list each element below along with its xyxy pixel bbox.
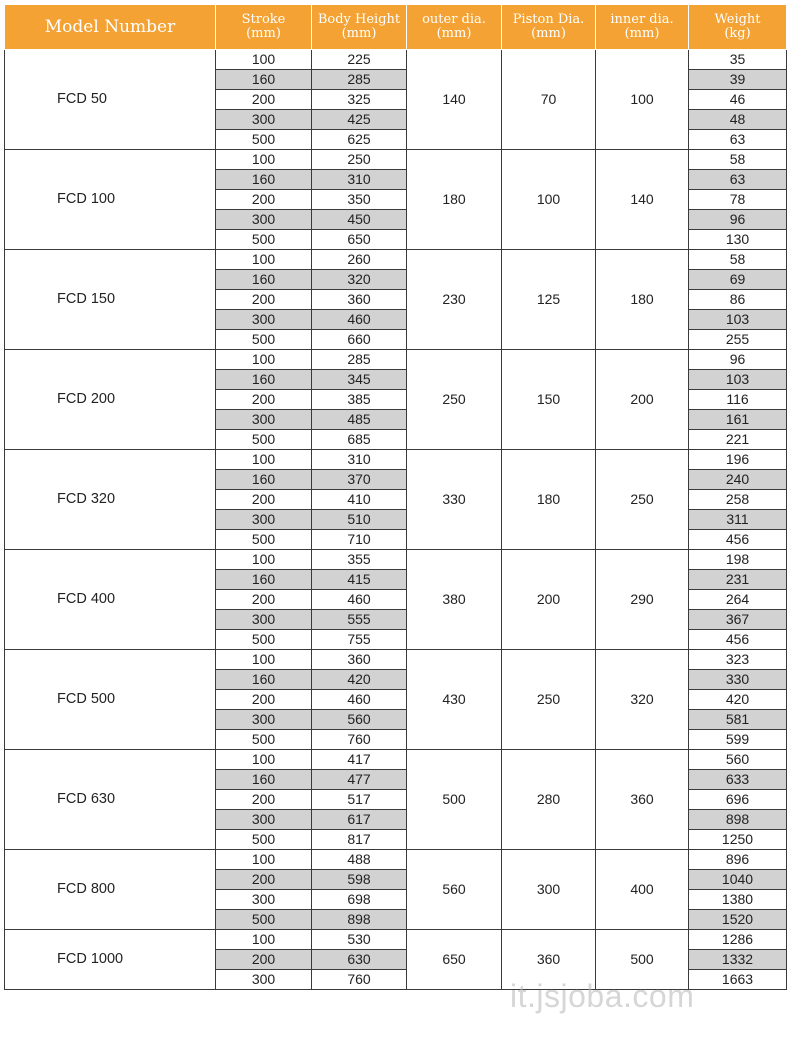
stroke-cell: 500 xyxy=(216,230,312,250)
body-height-cell: 425 xyxy=(312,110,407,130)
model-number-cell: FCD 100 xyxy=(5,150,216,250)
weight-cell: 161 xyxy=(689,410,787,430)
stroke-cell: 160 xyxy=(216,470,312,490)
weight-cell: 86 xyxy=(689,290,787,310)
weight-cell: 63 xyxy=(689,130,787,150)
model-number-cell: FCD 1000 xyxy=(5,930,216,990)
inner-dia-cell: 140 xyxy=(596,150,689,250)
header-model: Model Number xyxy=(5,5,216,50)
stroke-cell: 500 xyxy=(216,830,312,850)
weight-cell: 48 xyxy=(689,110,787,130)
model-number-cell: FCD 630 xyxy=(5,750,216,850)
table-row xyxy=(5,50,787,70)
weight-cell: 116 xyxy=(689,390,787,410)
outer-dia-cell: 140 xyxy=(407,50,502,150)
stroke-cell: 300 xyxy=(216,710,312,730)
body-height-cell: 517 xyxy=(312,790,407,810)
body-height-cell: 370 xyxy=(312,470,407,490)
body-height-cell: 285 xyxy=(312,350,407,370)
inner-dia-cell: 250 xyxy=(596,450,689,550)
body-height-cell: 320 xyxy=(312,270,407,290)
outer-dia-cell: 180 xyxy=(407,150,502,250)
inner-dia-cell: 100 xyxy=(596,50,689,150)
weight-cell: 1040 xyxy=(689,870,787,890)
stroke-cell: 200 xyxy=(216,690,312,710)
body-height-cell: 625 xyxy=(312,130,407,150)
body-height-cell: 460 xyxy=(312,690,407,710)
piston-dia-cell: 180 xyxy=(502,450,596,550)
piston-dia-cell: 125 xyxy=(502,250,596,350)
stroke-cell: 500 xyxy=(216,910,312,930)
table-row xyxy=(5,450,787,470)
header-inner-dia xyxy=(596,5,689,50)
weight-cell: 196 xyxy=(689,450,787,470)
weight-cell: 46 xyxy=(689,90,787,110)
body-height-cell: 650 xyxy=(312,230,407,250)
stroke-cell: 100 xyxy=(216,650,312,670)
weight-cell: 221 xyxy=(689,430,787,450)
outer-dia-cell: 560 xyxy=(407,850,502,930)
piston-dia-cell: 70 xyxy=(502,50,596,150)
weight-cell: 198 xyxy=(689,550,787,570)
stroke-cell: 300 xyxy=(216,110,312,130)
weight-cell: 1380 xyxy=(689,890,787,910)
inner-dia-cell: 500 xyxy=(596,930,689,990)
header-piston-dia-unit: (mm) xyxy=(531,26,566,41)
header-outer-dia-unit: (mm) xyxy=(436,26,472,41)
weight-cell: 896 xyxy=(689,850,787,870)
body-height-cell: 817 xyxy=(312,830,407,850)
header-stroke xyxy=(216,5,312,50)
body-height-cell: 410 xyxy=(312,490,407,510)
weight-cell: 1520 xyxy=(689,910,787,930)
inner-dia-cell: 360 xyxy=(596,750,689,850)
body-height-cell: 530 xyxy=(312,930,407,950)
header-outer-dia xyxy=(407,5,502,50)
table-row xyxy=(5,650,787,670)
piston-dia-cell: 360 xyxy=(502,930,596,990)
model-number-cell: FCD 800 xyxy=(5,850,216,930)
stroke-cell: 200 xyxy=(216,390,312,410)
stroke-cell: 100 xyxy=(216,250,312,270)
stroke-cell: 300 xyxy=(216,970,312,990)
weight-cell: 367 xyxy=(689,610,787,630)
weight-cell: 696 xyxy=(689,790,787,810)
body-height-cell: 225 xyxy=(312,50,407,70)
weight-cell: 39 xyxy=(689,70,787,90)
outer-dia-cell: 430 xyxy=(407,650,502,750)
outer-dia-cell: 380 xyxy=(407,550,502,650)
weight-cell: 323 xyxy=(689,650,787,670)
weight-cell: 1663 xyxy=(689,970,787,990)
body-height-cell: 617 xyxy=(312,810,407,830)
model-number-cell: FCD 400 xyxy=(5,550,216,650)
model-number-cell: FCD 150 xyxy=(5,250,216,350)
piston-dia-cell: 200 xyxy=(502,550,596,650)
weight-cell: 96 xyxy=(689,210,787,230)
weight-cell: 330 xyxy=(689,670,787,690)
outer-dia-cell: 250 xyxy=(407,350,502,450)
outer-dia-cell: 330 xyxy=(407,450,502,550)
outer-dia-cell: 650 xyxy=(407,930,502,990)
inner-dia-cell: 180 xyxy=(596,250,689,350)
stroke-cell: 300 xyxy=(216,410,312,430)
body-height-cell: 250 xyxy=(312,150,407,170)
stroke-cell: 100 xyxy=(216,350,312,370)
stroke-cell: 500 xyxy=(216,430,312,450)
inner-dia-cell: 200 xyxy=(596,350,689,450)
inner-dia-cell: 320 xyxy=(596,650,689,750)
body-height-cell: 260 xyxy=(312,250,407,270)
weight-cell: 560 xyxy=(689,750,787,770)
model-number-cell: FCD 50 xyxy=(5,50,216,150)
inner-dia-cell: 290 xyxy=(596,550,689,650)
body-height-cell: 760 xyxy=(312,970,407,990)
table-row xyxy=(5,250,787,270)
weight-cell: 35 xyxy=(689,50,787,70)
stroke-cell: 300 xyxy=(216,310,312,330)
weight-cell: 130 xyxy=(689,230,787,250)
stroke-cell: 200 xyxy=(216,950,312,970)
header-inner-dia-label: inner dia. xyxy=(610,12,674,27)
stroke-cell: 160 xyxy=(216,370,312,390)
header-outer-dia-label: outer dia. xyxy=(422,12,486,27)
table-row xyxy=(5,550,787,570)
body-height-cell: 477 xyxy=(312,770,407,790)
body-height-cell: 325 xyxy=(312,90,407,110)
body-height-cell: 488 xyxy=(312,850,407,870)
table-row xyxy=(5,850,787,870)
header-weight xyxy=(689,5,787,50)
body-height-cell: 360 xyxy=(312,650,407,670)
body-height-cell: 345 xyxy=(312,370,407,390)
body-height-cell: 360 xyxy=(312,290,407,310)
spec-body xyxy=(5,50,787,990)
stroke-cell: 500 xyxy=(216,730,312,750)
stroke-cell: 100 xyxy=(216,50,312,70)
body-height-cell: 310 xyxy=(312,170,407,190)
piston-dia-cell: 300 xyxy=(502,850,596,930)
body-height-cell: 460 xyxy=(312,310,407,330)
outer-dia-cell: 230 xyxy=(407,250,502,350)
weight-cell: 255 xyxy=(689,330,787,350)
body-height-cell: 685 xyxy=(312,430,407,450)
piston-dia-cell: 150 xyxy=(502,350,596,450)
stroke-cell: 200 xyxy=(216,790,312,810)
stroke-cell: 200 xyxy=(216,90,312,110)
stroke-cell: 160 xyxy=(216,770,312,790)
stroke-cell: 300 xyxy=(216,890,312,910)
stroke-cell: 100 xyxy=(216,750,312,770)
body-height-cell: 485 xyxy=(312,410,407,430)
body-height-cell: 555 xyxy=(312,610,407,630)
weight-cell: 581 xyxy=(689,710,787,730)
stroke-cell: 200 xyxy=(216,490,312,510)
piston-dia-cell: 100 xyxy=(502,150,596,250)
body-height-cell: 510 xyxy=(312,510,407,530)
header-body-height xyxy=(312,5,407,50)
inner-dia-cell: 400 xyxy=(596,850,689,930)
body-height-cell: 755 xyxy=(312,630,407,650)
header-body-height-label: Body Height xyxy=(317,12,401,27)
header-piston-dia xyxy=(502,5,596,50)
stroke-cell: 200 xyxy=(216,190,312,210)
weight-cell: 898 xyxy=(689,810,787,830)
weight-cell: 633 xyxy=(689,770,787,790)
weight-cell: 456 xyxy=(689,530,787,550)
weight-cell: 311 xyxy=(689,510,787,530)
weight-cell: 258 xyxy=(689,490,787,510)
weight-cell: 1286 xyxy=(689,930,787,950)
stroke-cell: 200 xyxy=(216,590,312,610)
weight-cell: 103 xyxy=(689,370,787,390)
stroke-cell: 100 xyxy=(216,930,312,950)
body-height-cell: 415 xyxy=(312,570,407,590)
stroke-cell: 100 xyxy=(216,150,312,170)
header-piston-dia-label: Piston Dia. xyxy=(512,12,585,27)
body-height-cell: 350 xyxy=(312,190,407,210)
stroke-cell: 160 xyxy=(216,70,312,90)
weight-cell: 456 xyxy=(689,630,787,650)
weight-cell: 103 xyxy=(689,310,787,330)
spec-table xyxy=(4,4,787,990)
model-number-cell: FCD 200 xyxy=(5,350,216,450)
stroke-cell: 500 xyxy=(216,530,312,550)
body-height-cell: 710 xyxy=(312,530,407,550)
body-height-cell: 630 xyxy=(312,950,407,970)
table-row xyxy=(5,750,787,770)
weight-cell: 58 xyxy=(689,250,787,270)
body-height-cell: 460 xyxy=(312,590,407,610)
weight-cell: 231 xyxy=(689,570,787,590)
weight-cell: 264 xyxy=(689,590,787,610)
stroke-cell: 200 xyxy=(216,290,312,310)
stroke-cell: 300 xyxy=(216,510,312,530)
body-height-cell: 385 xyxy=(312,390,407,410)
stroke-cell: 100 xyxy=(216,850,312,870)
stroke-cell: 100 xyxy=(216,450,312,470)
stroke-cell: 300 xyxy=(216,810,312,830)
weight-cell: 58 xyxy=(689,150,787,170)
piston-dia-cell: 250 xyxy=(502,650,596,750)
table-row xyxy=(5,930,787,950)
header-body-height-unit: (mm) xyxy=(341,26,377,41)
weight-cell: 599 xyxy=(689,730,787,750)
weight-cell: 69 xyxy=(689,270,787,290)
body-height-cell: 660 xyxy=(312,330,407,350)
model-number-cell: FCD 320 xyxy=(5,450,216,550)
stroke-cell: 160 xyxy=(216,570,312,590)
model-number-cell: FCD 500 xyxy=(5,650,216,750)
stroke-cell: 100 xyxy=(216,550,312,570)
weight-cell: 96 xyxy=(689,350,787,370)
body-height-cell: 417 xyxy=(312,750,407,770)
table-row xyxy=(5,150,787,170)
stroke-cell: 500 xyxy=(216,330,312,350)
body-height-cell: 450 xyxy=(312,210,407,230)
weight-cell: 240 xyxy=(689,470,787,490)
header-weight-label: Weight xyxy=(714,12,761,27)
stroke-cell: 160 xyxy=(216,670,312,690)
header-weight-unit: (kg) xyxy=(724,26,751,41)
weight-cell: 78 xyxy=(689,190,787,210)
stroke-cell: 500 xyxy=(216,630,312,650)
body-height-cell: 560 xyxy=(312,710,407,730)
body-height-cell: 285 xyxy=(312,70,407,90)
outer-dia-cell: 500 xyxy=(407,750,502,850)
stroke-cell: 300 xyxy=(216,210,312,230)
header-stroke-label: Stroke xyxy=(241,12,286,27)
weight-cell: 1332 xyxy=(689,950,787,970)
body-height-cell: 698 xyxy=(312,890,407,910)
body-height-cell: 760 xyxy=(312,730,407,750)
watermark: it.jsjoba.com xyxy=(510,978,695,1014)
stroke-cell: 160 xyxy=(216,170,312,190)
header-row xyxy=(5,5,787,50)
table-row xyxy=(5,350,787,370)
piston-dia-cell: 280 xyxy=(502,750,596,850)
weight-cell: 420 xyxy=(689,690,787,710)
weight-cell: 1250 xyxy=(689,830,787,850)
header-inner-dia-unit: (mm) xyxy=(624,26,660,41)
header-stroke-unit: (mm) xyxy=(246,26,281,41)
body-height-cell: 420 xyxy=(312,670,407,690)
stroke-cell: 200 xyxy=(216,870,312,890)
body-height-cell: 355 xyxy=(312,550,407,570)
weight-cell: 63 xyxy=(689,170,787,190)
stroke-cell: 160 xyxy=(216,270,312,290)
stroke-cell: 300 xyxy=(216,610,312,630)
stroke-cell: 500 xyxy=(216,130,312,150)
body-height-cell: 898 xyxy=(312,910,407,930)
body-height-cell: 310 xyxy=(312,450,407,470)
body-height-cell: 598 xyxy=(312,870,407,890)
